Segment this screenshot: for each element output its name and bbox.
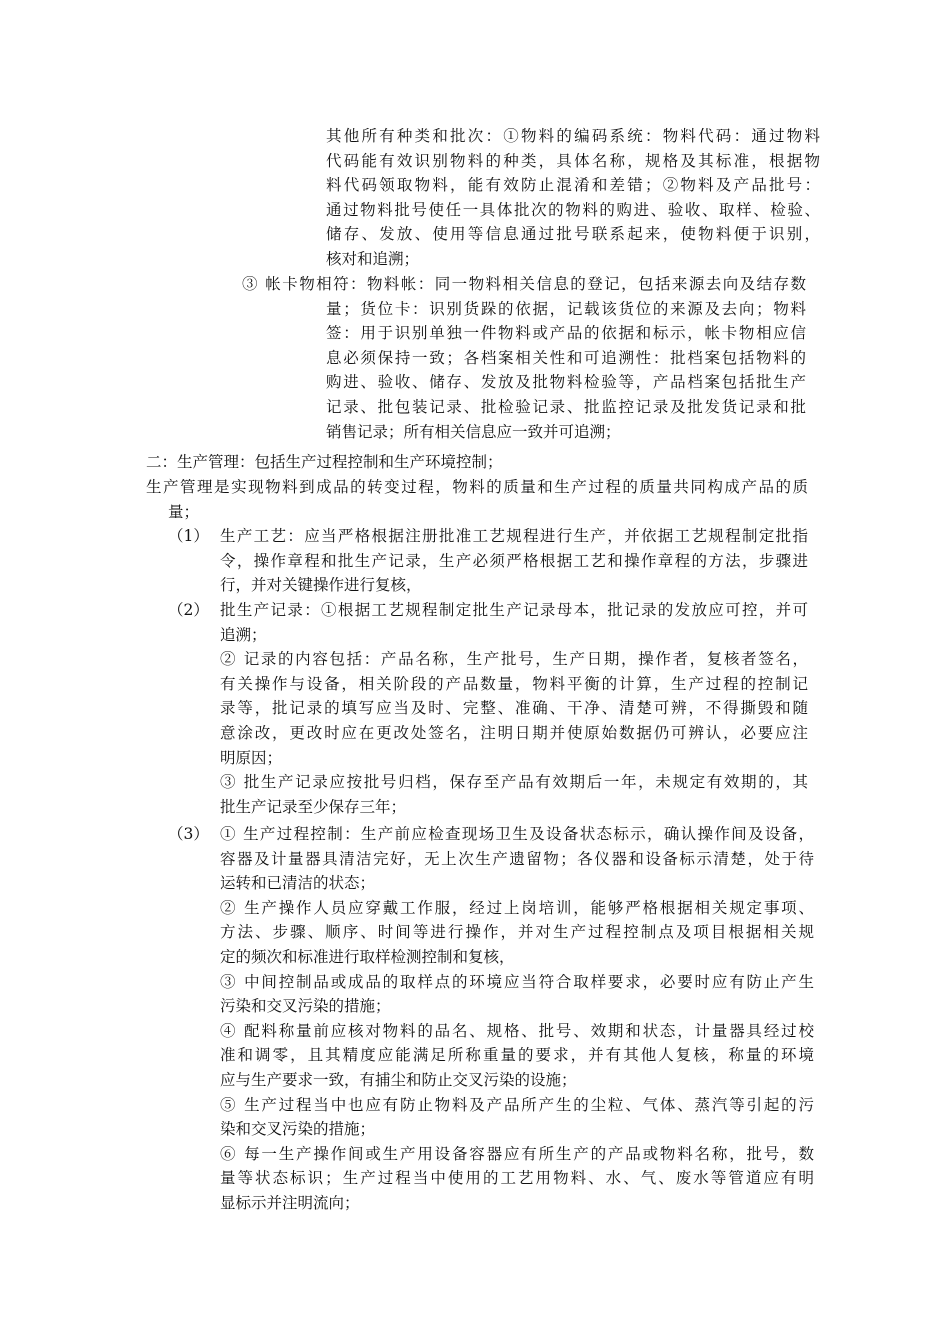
text-line: 录等，批记录的填写应当及时、完整、准确、干净、清楚可辨，不得撕毁和随 — [220, 699, 808, 718]
text-line: 通过物料批号使任一具体批次的物料的购进、验收、取样、检验、 — [326, 200, 820, 219]
text-line: ② 生产操作人员应穿戴工作服，经过上岗培训，能够严格根据相关规定事项、 — [220, 898, 814, 917]
text-line: ① 生产过程控制：生产前应检查现场卫生及设备状态标示，确认操作间及设备， — [220, 825, 814, 843]
text-line: 准和调零，且其精度应能满足所称重量的要求，并有其他人复核，称量的环境 — [220, 1046, 814, 1065]
account-item-paragraph — [326, 297, 806, 445]
text-line: 量；货位卡：识别货跺的依据，记载该货位的来源及去向；物料 — [326, 299, 806, 318]
text-line: 令，操作章程和批生产记录，生产必须严格根据工艺和操作章程的方法，步骤进 — [220, 551, 808, 570]
text-line: 污染和交叉污染的措施； — [220, 997, 391, 1016]
text-line: 方法、步骤、顺序、时间等进行操作，并对生产过程控制点及项目根据相关规 — [220, 923, 814, 942]
section-intro-first-line — [146, 475, 808, 500]
text-line: 容器及计量器具清洁完好，无上次生产遗留物；各仪器和设备标示清楚，处于待 — [220, 849, 814, 868]
section-heading-text: 二：生产管理：包括生产过程控制和生产环境控制； — [146, 453, 503, 471]
text-line: 销售记录；所有相关信息应一致并可追溯； — [326, 422, 621, 441]
text-line: 料代码领取物料，能有效防止混淆和差错；②物料及产品批号： — [326, 176, 820, 195]
text-line: 签：用于识别单独一件物料或产品的依据和标示，帐卡物相应信 — [326, 324, 806, 343]
text-line: 记录、批包装记录、批检验记录、批监控记录及批发货记录和批 — [326, 397, 806, 416]
text-line: 量； — [168, 502, 200, 521]
text-line: 行，并对关键操作进行复核， — [220, 576, 422, 595]
text-line: ⑥ 每一生产操作间或生产用设备容器应有所生产的产品或物料名称，批号，数 — [220, 1144, 814, 1163]
text-line: ⑤ 生产过程当中也应有防止物料及产品所产生的尘粒、气体、蒸汽等引起的污 — [220, 1095, 814, 1114]
text-line: 购进、验收、储存、发放及批物料检验等，产品档案包括批生产 — [326, 373, 806, 392]
item-label: （2） — [168, 601, 209, 619]
account-item-first-line — [242, 272, 806, 297]
text-line: 批生产记录：①根据工艺规程制定批生产记录母本，批记录的发放应可控，并可 — [220, 601, 808, 619]
text-line: 追溯； — [220, 625, 267, 644]
section-intro-continuation — [168, 500, 368, 525]
text-line: 储存、发放、使用等信息通过批号联系起来，使物料便于识别， — [326, 225, 820, 244]
text-line: ② 记录的内容包括：产品名称，生产批号，生产日期，操作者，复核者签名， — [220, 650, 808, 669]
text-line: 染和交叉污染的措施； — [220, 1120, 376, 1139]
item-3-paragraph — [220, 822, 814, 1216]
section-heading — [146, 450, 646, 475]
item-2-paragraph — [220, 598, 808, 819]
text-line: 生产工艺：应当严格根据注册批准工艺规程进行生产，并依据工艺规程制定批指 — [220, 527, 808, 545]
item-label: （3） — [168, 825, 209, 843]
text-line: 生产管理是实现物料到成品的转变过程，物料的质量和生产过程的质量共同构成产品的质 — [146, 478, 808, 496]
text-line: 运转和已清洁的状态； — [220, 874, 376, 893]
text-line: 批生产记录至少保存三年； — [220, 797, 407, 816]
item-1-paragraph — [220, 524, 808, 598]
text-line: 量等状态标识；生产过程当中使用的工艺用物料、水、气、废水等管道应有明 — [220, 1169, 814, 1188]
text-line: 有关操作与设备，相关阶段的产品数量，物料平衡的计算，生产过程的控制记 — [220, 674, 808, 693]
text-line: 定的频次和标准进行取样检测控制和复核， — [220, 947, 515, 966]
text-line: 应与生产要求一致，有捕尘和防止交叉污染的设施； — [220, 1070, 577, 1089]
text-line: ③ 中间控制品或成品的取样点的环境应当符合取样要求，必要时应有防止产生 — [220, 972, 814, 991]
text-line: ③ 帐卡物相符：物料帐：同一物料相关信息的登记，包括来源去向及结存数 — [242, 275, 806, 293]
text-line: 明原因； — [220, 748, 283, 767]
item-label: （1） — [168, 527, 209, 545]
text-line: 核对和追溯； — [326, 249, 420, 268]
continuation-paragraph — [326, 124, 820, 272]
text-line: 显标示并注明流向； — [220, 1193, 360, 1212]
text-line: 意涂改，更改时应在更改处签名，注明日期并使原始数据仍可辨认，必要应注 — [220, 723, 808, 742]
text-line: ④ 配料称量前应核对物料的品名、规格、批号、效期和状态，计量器具经过校 — [220, 1021, 814, 1040]
text-line: 其他所有种类和批次：①物料的编码系统：物料代码：通过物料 — [326, 127, 820, 145]
text-line: 息必须保持一致；各档案相关性和可追溯性：批档案包括物料的 — [326, 348, 806, 367]
text-line: 代码能有效识别物料的种类，具体名称，规格及其标准，根据物 — [326, 151, 820, 170]
text-line: ③ 批生产记录应按批号归档，保存至产品有效期后一年，未规定有效期的，其 — [220, 773, 808, 792]
